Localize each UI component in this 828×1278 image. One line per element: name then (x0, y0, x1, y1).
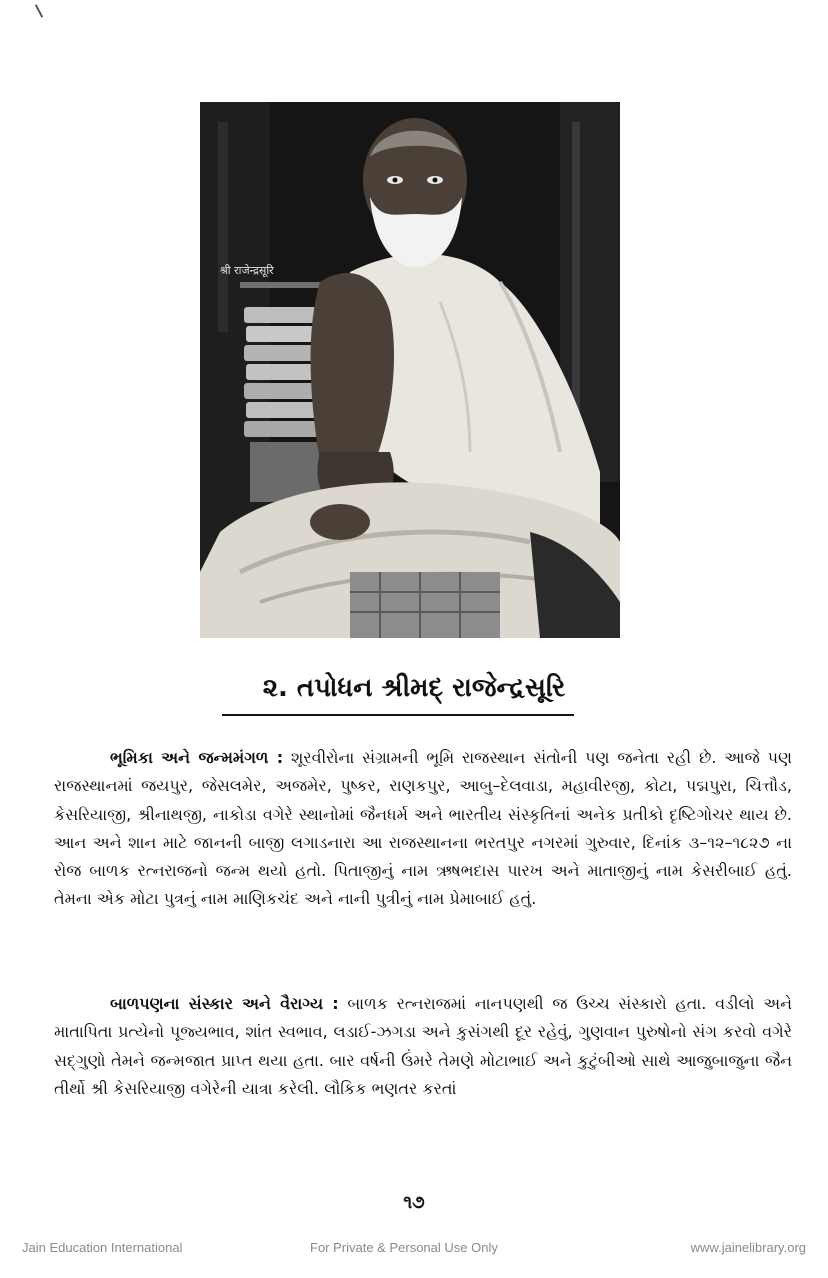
paragraph-text: શૂરવીરોના સંગ્રામની ભૂમિ રાજસ્થાન સંતોની પણ જનેતા રહી છે. આજે પણ રાજસ્થાનમાં જયપુર, જેસલમેર, અજમેર, પુષ્કર, રાણકપુર, આબુ–દેલવાડા, મહાવીરજી, કોટા, પદ્મપુરા, ચિત્તૌડ, કેસરિયાજી, શ્રીનાથજી, નાકોડા વગેરે સ્થાનોમાં જૈનધર્મ અને ભારતીય સંસ્કૃતિનાં અનેક પ્રતીકો દૃષ્ટિગોચર થાય છે. આન અને શાન માટે જાનની બાજી લગાડનારા આ રાજસ્થાનના ભરતપુર નગરમાં ગુરુવાર, દિનાંક ૩–૧૨–૧૮૨૭ ના રોજ બાળક રત્નરાજનો જન્મ થયો હતો. પિતાજીનું નામ ઋષભદાસ પારખ અને માતાજીનું નામ કેસરીબાઈ હતું. તેમના એક મોટા પુત્રનું નામ માણિકચંદ અને નાની પુત્રીનું નામ પ્રેમાબાઈ હતું. (54, 748, 793, 909)
page-number: ૧૭ (403, 1192, 425, 1213)
chapter-title: ૨. તપોધન શ્રીમદ્ રાજેન્દ્રસૂરિ (262, 673, 566, 703)
paragraph (54, 990, 792, 1103)
portrait-illustration (200, 102, 620, 638)
footer-usage-note: For Private & Personal Use Only (310, 1240, 498, 1255)
scan-mark (35, 4, 43, 17)
paragraph-text: બાળક રત્નરાજમાં નાનપણથી જ ઉચ્ચ સંસ્કારો હતા. વડીલો અને માતાપિતા પ્રત્યેનો પૂજ્યભાવ, શાંત સ્વભાવ, લડાઈ-ઝગડા અને કુસંગથી દૂર રહેવું, ગુણવાન પુરુષોનો સંગ કરવો વગેરે સદ્ગુણો તેમને જન્મજાત પ્રાપ્ત થયા હતા. બાર વર્ષની ઉંમરે તેમણે મોટાભાઈ અને કુટુંબીઓ સાથે આજુબાજુના જૈન તીર્થો શ્રી કેસરિયાજી વગેરેની યાત્રા કરેલી. લૌકિક ભણતર કરતાં (54, 994, 792, 1098)
paragraph-heading: ભૂમિકા અને જન્મમંગળ : (110, 748, 284, 767)
portrait-photo (200, 102, 620, 638)
paragraph (54, 744, 792, 914)
paragraph-heading: બાળપણના સંસ્કાર અને વૈરાગ્ય : (110, 994, 339, 1013)
photo-caption: श्री राजेन्द्रसूरि (220, 264, 274, 277)
title-underline (222, 714, 574, 716)
footer-website-link[interactable]: www.jainelibrary.org (690, 1240, 806, 1255)
footer-publisher: Jain Education International (22, 1240, 183, 1255)
